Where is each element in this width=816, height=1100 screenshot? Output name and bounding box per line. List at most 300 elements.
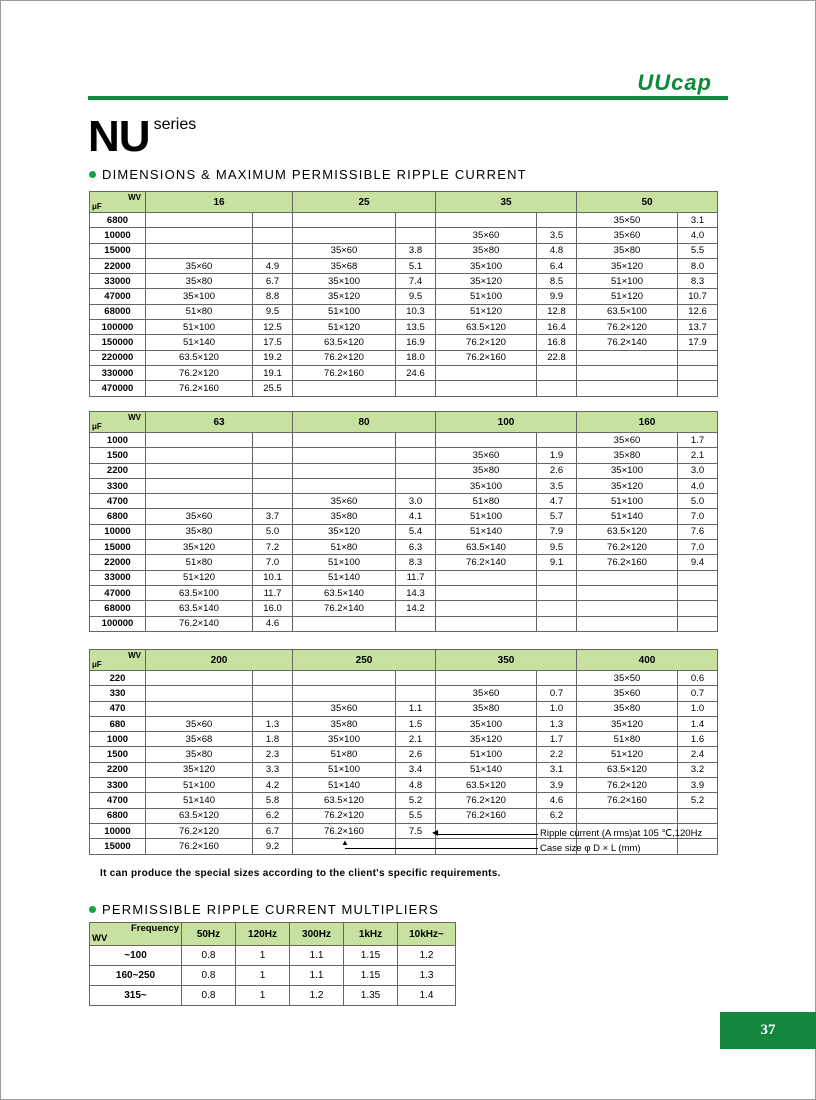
- case-size-cell: 76.2×160: [577, 793, 678, 808]
- case-size-cell: [577, 381, 678, 396]
- ripple-cell: 1.0: [678, 701, 718, 716]
- case-size-cell: 35×120: [577, 716, 678, 731]
- ripple-cell: [678, 601, 718, 616]
- ripple-cell: 9.1: [537, 555, 577, 570]
- case-size-cell: 35×100: [577, 463, 678, 478]
- case-size-cell: 35×120: [577, 478, 678, 493]
- ripple-cell: 9.5: [537, 540, 577, 555]
- case-size-cell: 63.5×120: [577, 762, 678, 777]
- table-row: [90, 555, 718, 570]
- multiplier-cell: 1.35: [344, 986, 398, 1006]
- ripple-cell: 1.3: [253, 716, 293, 731]
- case-size-cell: [146, 228, 253, 243]
- capacitance-cell: 6800: [90, 509, 146, 524]
- multiplier-cell: 1: [236, 986, 290, 1006]
- case-size-cell: [293, 686, 396, 701]
- case-size-cell: [577, 808, 678, 823]
- ripple-cell: 2.6: [396, 747, 436, 762]
- case-size-cell: 76.2×120: [577, 778, 678, 793]
- ripple-cell: 4.1: [396, 509, 436, 524]
- ripple-cell: [537, 671, 577, 686]
- ripple-cell: 4.8: [537, 243, 577, 258]
- case-size-cell: 51×140: [146, 793, 253, 808]
- ripple-cell: 3.9: [678, 778, 718, 793]
- ripple-cell: 5.5: [396, 808, 436, 823]
- ripple-cell: 1.8: [253, 732, 293, 747]
- table-row: [90, 601, 718, 616]
- table-row: [90, 570, 718, 585]
- ripple-cell: 5.2: [678, 793, 718, 808]
- multiplier-cell: 1.4: [398, 986, 456, 1006]
- ripple-cell: 24.6: [396, 365, 436, 380]
- ripple-cell: 3.4: [396, 762, 436, 777]
- case-size-cell: 76.2×120: [436, 793, 537, 808]
- capacitance-cell: 33000: [90, 274, 146, 289]
- ripple-cell: 6.3: [396, 540, 436, 555]
- case-annotation: Case size φ D × L (mm): [540, 843, 641, 854]
- ripple-cell: [396, 686, 436, 701]
- wv-range-cell: ~100: [90, 946, 182, 966]
- ripple-cell: 2.3: [253, 747, 293, 762]
- case-size-cell: 76.2×120: [577, 540, 678, 555]
- ripple-cell: 19.1: [253, 365, 293, 380]
- ripple-cell: 7.0: [678, 540, 718, 555]
- ripple-cell: [537, 616, 577, 631]
- case-size-cell: 35×80: [293, 509, 396, 524]
- ripple-cell: 5.5: [678, 243, 718, 258]
- case-size-cell: 76.2×160: [577, 555, 678, 570]
- ripple-cell: [678, 365, 718, 380]
- ripple-cell: 1.1: [396, 701, 436, 716]
- case-size-cell: 63.5×120: [146, 808, 253, 823]
- ripple-cell: [396, 448, 436, 463]
- wv-label: WV: [128, 651, 141, 660]
- ripple-cell: 12.8: [537, 304, 577, 319]
- table-row: [90, 243, 718, 258]
- table-row: [90, 732, 718, 747]
- case-size-cell: 76.2×120: [293, 808, 396, 823]
- ripple-cell: 4.8: [396, 778, 436, 793]
- multiplier-cell: 1.1: [290, 966, 344, 986]
- multiplier-cell: 1: [236, 966, 290, 986]
- capacitance-cell: 68000: [90, 304, 146, 319]
- table-row: [90, 228, 718, 243]
- table-row: [90, 616, 718, 631]
- case-size-cell: 51×100: [436, 747, 537, 762]
- arrow-left-icon: ◀: [432, 828, 439, 837]
- case-size-cell: 51×80: [293, 747, 396, 762]
- case-size-cell: [293, 433, 396, 448]
- frequency-header: 50Hz: [182, 923, 236, 946]
- case-size-cell: 51×140: [293, 778, 396, 793]
- case-size-cell: 35×100: [436, 478, 537, 493]
- case-pointer-line: [345, 848, 538, 849]
- case-size-cell: 51×100: [293, 555, 396, 570]
- ripple-cell: 12.6: [678, 304, 718, 319]
- case-size-cell: 63.5×120: [293, 793, 396, 808]
- case-size-cell: 76.2×160: [293, 365, 396, 380]
- ripple-cell: 16.9: [396, 335, 436, 350]
- ripple-cell: [678, 808, 718, 823]
- voltage-header: 35: [436, 192, 577, 213]
- capacitance-cell: 220000: [90, 350, 146, 365]
- case-size-cell: 35×120: [436, 274, 537, 289]
- voltage-header: 250: [293, 650, 436, 671]
- multiplier-cell: 1.3: [398, 966, 456, 986]
- case-size-cell: 51×100: [577, 494, 678, 509]
- capacitance-cell: 47000: [90, 289, 146, 304]
- case-size-cell: 76.2×120: [577, 320, 678, 335]
- case-size-cell: [436, 381, 537, 396]
- case-size-cell: 35×100: [293, 732, 396, 747]
- ripple-cell: 4.7: [537, 494, 577, 509]
- case-size-cell: 35×120: [293, 524, 396, 539]
- ripple-cell: 4.6: [537, 793, 577, 808]
- ripple-cell: 2.1: [678, 448, 718, 463]
- case-size-cell: 35×80: [577, 448, 678, 463]
- case-size-cell: [146, 433, 253, 448]
- case-size-cell: 51×80: [577, 732, 678, 747]
- table-row: [90, 335, 718, 350]
- ripple-cell: 8.0: [678, 258, 718, 273]
- ripple-cell: 7.5: [396, 823, 436, 838]
- ripple-cell: 14.2: [396, 601, 436, 616]
- case-size-cell: [436, 601, 537, 616]
- case-size-cell: 76.2×160: [436, 808, 537, 823]
- case-size-cell: [293, 616, 396, 631]
- capacitance-cell: 33000: [90, 570, 146, 585]
- table-row: [90, 213, 718, 228]
- ripple-cell: [253, 448, 293, 463]
- case-size-cell: 35×100: [146, 289, 253, 304]
- series-word: series: [153, 116, 197, 133]
- voltage-header: 25: [293, 192, 436, 213]
- ripple-cell: 16.4: [537, 320, 577, 335]
- ripple-cell: 10.1: [253, 570, 293, 585]
- ripple-cell: 6.4: [537, 258, 577, 273]
- ripple-cell: 5.1: [396, 258, 436, 273]
- ripple-cell: 7.2: [253, 540, 293, 555]
- ripple-cell: 2.1: [396, 732, 436, 747]
- capacitance-cell: 330: [90, 686, 146, 701]
- case-size-cell: 35×100: [293, 274, 396, 289]
- ripple-cell: 3.5: [537, 228, 577, 243]
- case-size-cell: 51×100: [577, 274, 678, 289]
- ripple-cell: [537, 570, 577, 585]
- ripple-cell: [253, 243, 293, 258]
- ripple-cell: 8.3: [678, 274, 718, 289]
- table-row: [90, 986, 456, 1006]
- ripple-cell: 9.9: [537, 289, 577, 304]
- case-size-cell: [577, 616, 678, 631]
- table-row: [90, 448, 718, 463]
- ripple-cell: 9.5: [253, 304, 293, 319]
- ripple-cell: 10.3: [396, 304, 436, 319]
- ripple-cell: [253, 686, 293, 701]
- capacitance-cell: 100000: [90, 320, 146, 335]
- case-size-cell: [577, 570, 678, 585]
- case-size-cell: [436, 823, 537, 838]
- case-size-cell: 35×60: [436, 228, 537, 243]
- ripple-cell: 18.0: [396, 350, 436, 365]
- case-size-cell: 51×120: [577, 289, 678, 304]
- multiplier-cell: 1.2: [290, 986, 344, 1006]
- case-size-cell: 35×80: [436, 463, 537, 478]
- multiplier-cell: 0.8: [182, 946, 236, 966]
- multiplier-cell: 1.1: [290, 946, 344, 966]
- ripple-cell: 7.0: [253, 555, 293, 570]
- ripple-cell: [253, 494, 293, 509]
- ripple-cell: 7.0: [678, 509, 718, 524]
- ripple-cell: 5.8: [253, 793, 293, 808]
- case-size-cell: 35×100: [436, 258, 537, 273]
- case-size-cell: [146, 686, 253, 701]
- case-size-cell: 35×120: [436, 732, 537, 747]
- ripple-cell: 11.7: [253, 585, 293, 600]
- wv-range-cell: 315~: [90, 986, 182, 1006]
- brand-logo: UUcap: [637, 70, 712, 95]
- capacitance-cell: 2200: [90, 762, 146, 777]
- case-size-cell: 35×80: [436, 701, 537, 716]
- case-size-cell: 35×120: [577, 258, 678, 273]
- multiplier-cell: 0.8: [182, 966, 236, 986]
- table-row: [90, 433, 718, 448]
- case-size-cell: [293, 448, 396, 463]
- capacitance-cell: 15000: [90, 540, 146, 555]
- case-size-cell: 76.2×140: [293, 601, 396, 616]
- header-rule: [88, 96, 728, 100]
- multiplier-cell: 0.8: [182, 986, 236, 1006]
- ripple-cell: 4.0: [678, 228, 718, 243]
- case-size-cell: 35×120: [146, 540, 253, 555]
- ripple-cell: 14.3: [396, 585, 436, 600]
- case-size-cell: [293, 381, 396, 396]
- ripple-cell: 3.2: [678, 762, 718, 777]
- table-row: [90, 304, 718, 319]
- ripple-cell: [396, 478, 436, 493]
- ripple-cell: [253, 701, 293, 716]
- ripple-cell: 6.2: [537, 808, 577, 823]
- section-heading-text: PERMISSIBLE RIPPLE CURRENT MULTIPLIERS: [102, 902, 439, 917]
- ripple-table-2: [89, 411, 718, 632]
- voltage-header: 80: [293, 412, 436, 433]
- bullet-icon: [89, 171, 96, 178]
- case-size-cell: 35×50: [577, 213, 678, 228]
- header-row: [90, 412, 718, 433]
- case-size-cell: 51×140: [436, 762, 537, 777]
- capacitance-cell: 470: [90, 701, 146, 716]
- uf-label: μF: [92, 202, 102, 211]
- ripple-cell: 5.0: [678, 494, 718, 509]
- capacitance-cell: 22000: [90, 258, 146, 273]
- table-row: [90, 524, 718, 539]
- case-size-cell: 76.2×140: [577, 335, 678, 350]
- case-size-cell: 35×120: [293, 289, 396, 304]
- case-size-cell: 35×80: [577, 243, 678, 258]
- capacitance-cell: 22000: [90, 555, 146, 570]
- case-size-cell: 35×60: [436, 448, 537, 463]
- case-size-cell: [436, 616, 537, 631]
- ripple-cell: 7.9: [537, 524, 577, 539]
- wv-uf-corner: [90, 192, 146, 213]
- header-row: [90, 650, 718, 671]
- ripple-cell: 3.3: [253, 762, 293, 777]
- case-size-cell: 51×140: [146, 335, 253, 350]
- uf-label: μF: [92, 422, 102, 431]
- case-size-cell: 35×68: [146, 732, 253, 747]
- multiplier-cell: 1.2: [398, 946, 456, 966]
- ripple-cell: 1.5: [396, 716, 436, 731]
- case-size-cell: [146, 701, 253, 716]
- case-size-cell: [293, 228, 396, 243]
- frequency-header: 300Hz: [290, 923, 344, 946]
- ripple-cell: 2.4: [678, 747, 718, 762]
- capacitance-cell: 2200: [90, 463, 146, 478]
- case-size-cell: 63.5×140: [436, 540, 537, 555]
- ripple-table-1: [89, 191, 718, 397]
- case-size-cell: [146, 463, 253, 478]
- case-size-cell: [293, 478, 396, 493]
- table-row: [90, 946, 456, 966]
- wv-label: WV: [128, 193, 141, 202]
- table-row: [90, 289, 718, 304]
- ripple-cell: [253, 463, 293, 478]
- wv-label: WV: [92, 933, 108, 944]
- case-size-cell: 51×80: [293, 540, 396, 555]
- case-size-cell: 35×60: [293, 494, 396, 509]
- multiplier-cell: 1.15: [344, 966, 398, 986]
- capacitance-cell: 10000: [90, 228, 146, 243]
- ripple-cell: 3.0: [396, 494, 436, 509]
- ripple-cell: 3.5: [537, 478, 577, 493]
- header-row: [90, 923, 456, 946]
- ripple-cell: [253, 228, 293, 243]
- capacitance-cell: 470000: [90, 381, 146, 396]
- case-size-cell: [436, 671, 537, 686]
- capacitance-cell: 47000: [90, 585, 146, 600]
- capacitance-cell: 100000: [90, 616, 146, 631]
- ripple-cell: 17.5: [253, 335, 293, 350]
- case-size-cell: 35×80: [577, 701, 678, 716]
- case-size-cell: [293, 463, 396, 478]
- ripple-cell: [537, 433, 577, 448]
- case-size-cell: 35×80: [146, 274, 253, 289]
- ripple-cell: [253, 671, 293, 686]
- ripple-cell: 3.1: [678, 213, 718, 228]
- table-row: [90, 274, 718, 289]
- section-heading-text: DIMENSIONS & MAXIMUM PERMISSIBLE RIPPLE CURRENT: [102, 167, 527, 182]
- ripple-cell: 2.2: [537, 747, 577, 762]
- ripple-cell: 2.6: [537, 463, 577, 478]
- capacitance-cell: 3300: [90, 778, 146, 793]
- capacitance-cell: 10000: [90, 524, 146, 539]
- ripple-cell: 1.0: [537, 701, 577, 716]
- case-size-cell: [146, 448, 253, 463]
- ripple-cell: 1.6: [678, 732, 718, 747]
- header-row: [90, 192, 718, 213]
- case-size-cell: [146, 478, 253, 493]
- ripple-cell: 1.4: [678, 716, 718, 731]
- capacitance-cell: 4700: [90, 494, 146, 509]
- case-size-cell: 51×100: [146, 778, 253, 793]
- ripple-cell: 11.7: [396, 570, 436, 585]
- ripple-cell: 0.7: [678, 686, 718, 701]
- ripple-cell: [396, 228, 436, 243]
- ripple-cell: 3.1: [537, 762, 577, 777]
- case-size-cell: 76.2×160: [436, 350, 537, 365]
- table-row: [90, 585, 718, 600]
- ripple-cell: 1.3: [537, 716, 577, 731]
- ripple-cell: [396, 463, 436, 478]
- case-size-cell: 35×80: [146, 524, 253, 539]
- table-row: [90, 509, 718, 524]
- ripple-cell: 8.3: [396, 555, 436, 570]
- case-size-cell: 35×60: [146, 509, 253, 524]
- page-number: 37: [720, 1012, 816, 1049]
- case-size-cell: 51×120: [293, 320, 396, 335]
- capacitance-cell: 330000: [90, 365, 146, 380]
- ripple-cell: 25.5: [253, 381, 293, 396]
- table-row: [90, 701, 718, 716]
- ripple-cell: 9.2: [253, 839, 293, 854]
- uf-label: μF: [92, 660, 102, 669]
- ripple-cell: [537, 601, 577, 616]
- ripple-annotation: Ripple current (A rms)at 105 ℃,120Hz: [540, 828, 703, 839]
- ripple-cell: 9.5: [396, 289, 436, 304]
- frequency-header: 1kHz: [344, 923, 398, 946]
- case-size-cell: 35×60: [293, 243, 396, 258]
- case-size-cell: [146, 494, 253, 509]
- table-row: [90, 966, 456, 986]
- case-size-cell: 35×60: [146, 258, 253, 273]
- wv-uf-corner: [90, 650, 146, 671]
- case-size-cell: [146, 243, 253, 258]
- ripple-cell: 5.4: [396, 524, 436, 539]
- frequency-header: 120Hz: [236, 923, 290, 946]
- capacitance-cell: 1000: [90, 433, 146, 448]
- case-size-cell: 51×100: [436, 289, 537, 304]
- case-size-cell: 35×60: [577, 433, 678, 448]
- case-size-cell: 51×120: [577, 747, 678, 762]
- ripple-cell: [253, 213, 293, 228]
- case-size-cell: 35×60: [146, 716, 253, 731]
- wv-uf-corner: [90, 412, 146, 433]
- voltage-header: 200: [146, 650, 293, 671]
- capacitance-cell: 220: [90, 671, 146, 686]
- section-heading-multipliers: [89, 902, 439, 917]
- case-size-cell: [577, 365, 678, 380]
- wv-label: WV: [128, 413, 141, 422]
- table-row: [90, 716, 718, 731]
- ripple-cell: 4.0: [678, 478, 718, 493]
- ripple-cell: 3.7: [253, 509, 293, 524]
- frequency-header: 10kHz~: [398, 923, 456, 946]
- ripple-cell: 7.6: [678, 524, 718, 539]
- case-size-cell: 76.2×140: [436, 555, 537, 570]
- series-title: [88, 112, 196, 162]
- capacitance-cell: 6800: [90, 808, 146, 823]
- ripple-cell: 13.7: [678, 320, 718, 335]
- case-size-cell: [577, 601, 678, 616]
- ripple-cell: [537, 585, 577, 600]
- ripple-cell: [537, 381, 577, 396]
- case-size-cell: [577, 585, 678, 600]
- case-size-cell: 51×100: [293, 304, 396, 319]
- ripple-cell: 6.2: [253, 808, 293, 823]
- case-size-cell: [436, 585, 537, 600]
- case-size-cell: 51×80: [146, 555, 253, 570]
- capacitance-cell: 680: [90, 716, 146, 731]
